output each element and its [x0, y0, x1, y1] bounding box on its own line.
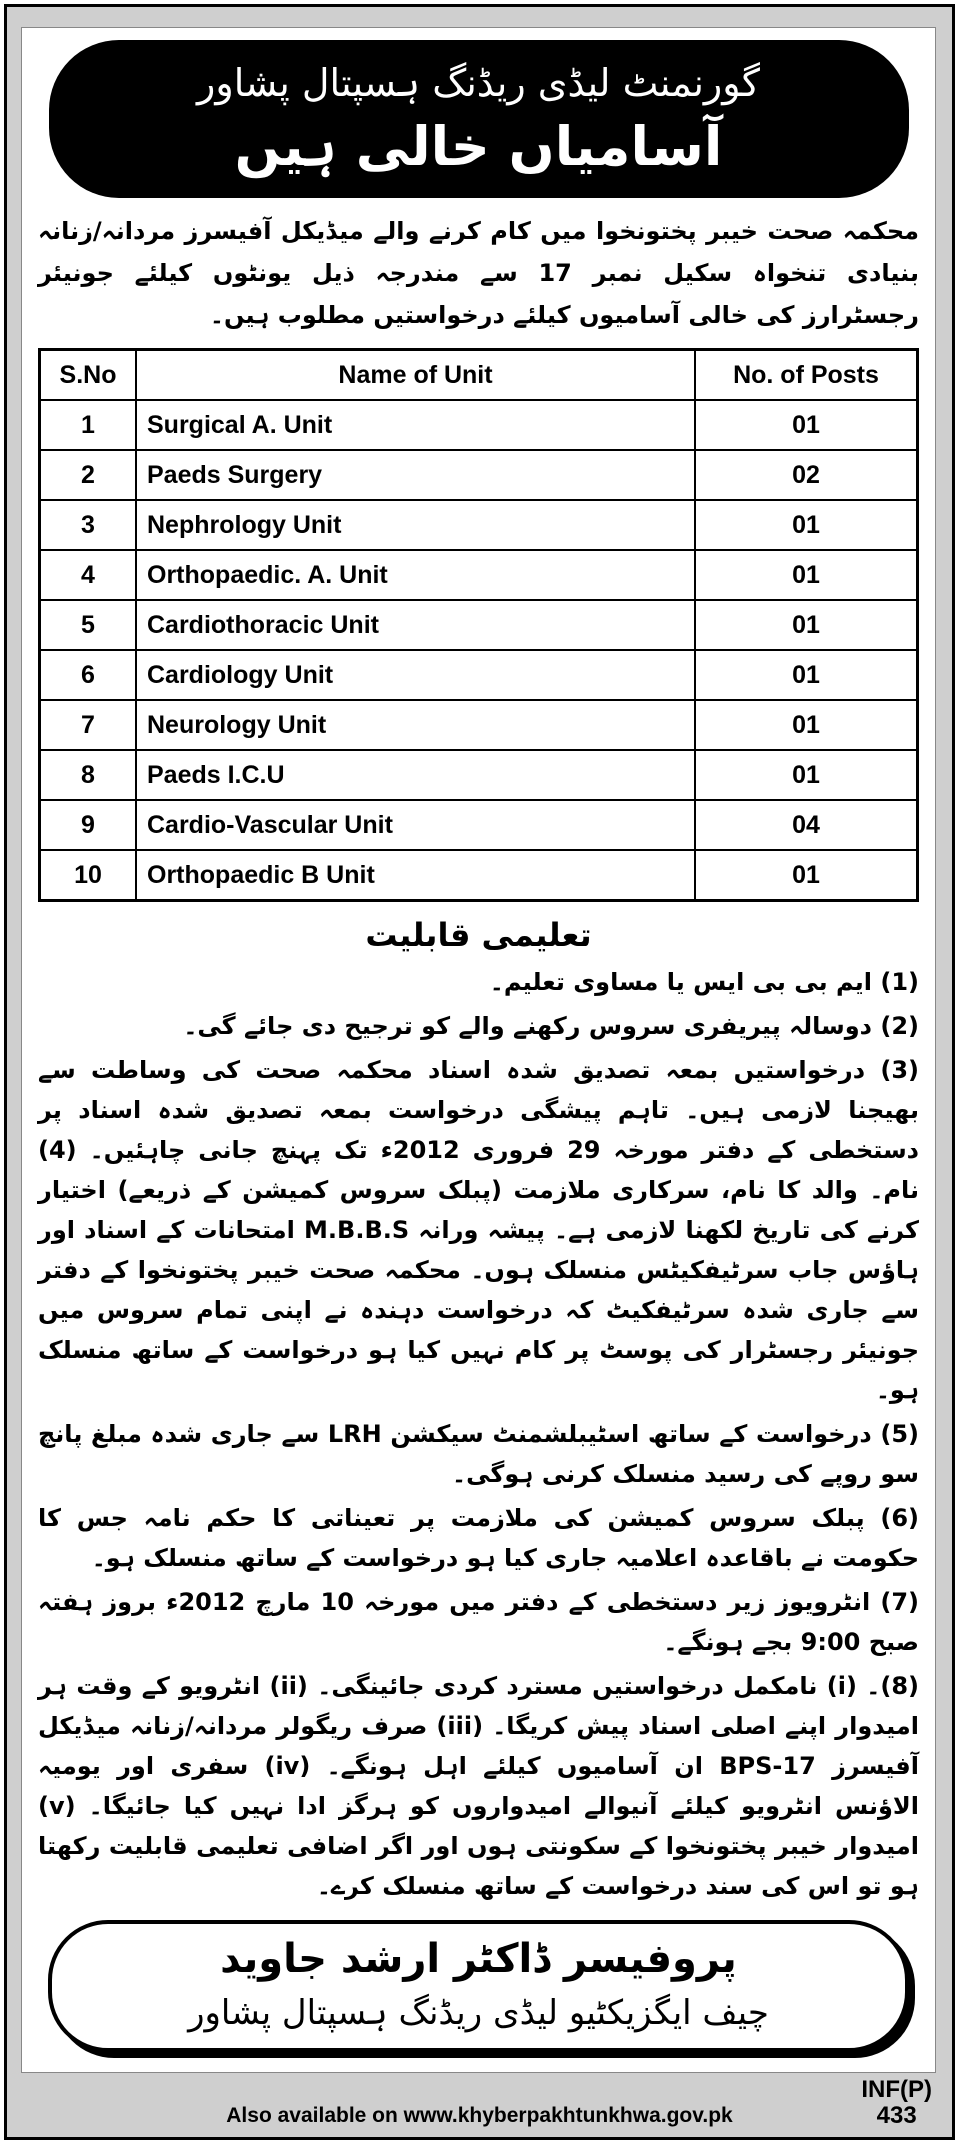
cell-posts: 01 — [695, 850, 917, 900]
cell-unit: Orthopaedic. A. Unit — [136, 550, 695, 600]
requirement-item: (8)۔ (i) نامکمل درخواستیں مسترد کردی جائینگی۔ (ii) انٹرویو کے وقت ہر امیدوار اپنے اصلی اسناد پیش کریگا۔ (iii) صرف ریگولر مردانہ/زنانہ میڈیکل آفیسرز BPS-17 ان آسامیوں کیلئے اہل ہونگے۔ (iv) سفری اور یومیہ الاؤنس انٹرویو کیلئے آنیوالے امیدواروں کو ہرگز ادا نہیں کیا جائیگا۔ (v) امیدوار خیبر پختونخوا کے سکونتی ہوں اور اگر اضافی تعلیمی قابلیت رکھتا ہو تو اس کی سند درخواست کے ساتھ منسلک کرے۔ — [38, 1672, 920, 1900]
table-row — [40, 700, 917, 750]
requirement-item: (1) ایم بی بی ایس یا مساوی تعلیم۔ — [489, 968, 919, 996]
signature-box — [48, 1920, 909, 2052]
cell-posts: 01 — [695, 650, 917, 700]
table-row — [40, 850, 917, 900]
cell-sno: 1 — [40, 400, 136, 450]
signatory-name: پروفیسر ڈاکٹر ارشد جاوید — [220, 1936, 737, 1982]
cell-posts: 04 — [695, 800, 917, 850]
table-row — [40, 550, 917, 600]
organization-name: گورنمنٹ لیڈی ریڈنگ ہسپتال پشاور — [197, 61, 760, 105]
column-header-unit: Name of Unit — [136, 350, 695, 400]
cell-sno: 2 — [40, 450, 136, 500]
cell-unit: Cardiothoracic Unit — [136, 600, 695, 650]
table-header-row — [40, 350, 917, 400]
inf-code-number: 433 — [876, 2102, 917, 2129]
cell-posts: 02 — [695, 450, 917, 500]
page-title: آسامیاں خالی ہیں — [234, 115, 723, 178]
advertisement-frame — [4, 4, 955, 2140]
cell-posts: 01 — [695, 600, 917, 650]
cell-sno: 6 — [40, 650, 136, 700]
table-row — [40, 650, 917, 700]
cell-sno: 5 — [40, 600, 136, 650]
requirement-item: (2) دوسالہ پیریفری سروس رکھنے والے کو ترجیح دی جائے گی۔ — [183, 1012, 919, 1040]
table-row — [40, 800, 917, 850]
footer-website: Also available on www.khyberpakhtunkhwa.gov.pk — [226, 2104, 733, 2127]
cell-sno: 9 — [40, 800, 136, 850]
column-header-sno: S.No — [40, 350, 136, 400]
cell-unit: Orthopaedic B Unit — [136, 850, 695, 900]
cell-sno: 4 — [40, 550, 136, 600]
cell-posts: 01 — [695, 400, 917, 450]
table-row — [40, 500, 917, 550]
cell-sno: 8 — [40, 750, 136, 800]
column-header-posts: No. of Posts — [695, 350, 917, 400]
cell-unit: Cardiology Unit — [136, 650, 695, 700]
cell-posts: 01 — [695, 700, 917, 750]
qualification-heading: تعلیمی قابلیت — [365, 916, 592, 954]
cell-sno: 3 — [40, 500, 136, 550]
requirement-item: (6) پبلک سروس کمیشن کی ملازمت پر تعیناتی کا حکم نامہ جس کا حکومت نے باقاعدہ اعلامیہ جاری کیا ہو درخواست کے ساتھ منسلک ہو۔ — [38, 1504, 919, 1572]
cell-unit: Neurology Unit — [136, 700, 695, 750]
cell-sno: 10 — [40, 850, 136, 900]
cell-unit: Paeds I.C.U — [136, 750, 695, 800]
cell-unit: Cardio-Vascular Unit — [136, 800, 695, 850]
header-banner — [49, 40, 909, 198]
cell-posts: 01 — [695, 500, 917, 550]
table-row — [40, 400, 917, 450]
requirement-item: (3) درخواستیں بمعہ تصدیق شدہ اسناد محکمہ صحت کی وساطت سے بھیجنا لازمی ہیں۔ تاہم پیشگی درخواست بمعہ تصدیق شدہ اسناد پر دستخطی کے دفتر مورخہ 29 فروری 2012ء تک پہنچ جانی چاہئیں۔ (4) نام۔ والد کا نام، سرکاری ملازمت (پبلک سروس کمیشن کے ذریعے) اختیار کرنے کی تاریخ لکھنا لازمی ہے۔ پیشہ ورانہ M.B.B.S امتحانات کے اسناد اور ہاؤس جاب سرٹیفکیٹس منسلک ہوں۔ محکمہ صحت خیبر پختونخوا کے دفتر سے جاری شدہ سرٹیفکیٹ کہ درخواست دہندہ نے اپنی تمام سروس میں جونیئر رجسٹرار کی پوسٹ پر کام نہیں کیا ہو درخواست کے ساتھ منسلک ہو۔ — [38, 1056, 920, 1404]
cell-unit: Paeds Surgery — [136, 450, 695, 500]
table-row — [40, 450, 917, 500]
cell-sno: 7 — [40, 700, 136, 750]
footer-bar — [21, 2073, 938, 2133]
requirement-item: (5) درخواست کے ساتھ اسٹیبلشمنٹ سیکشن LRH سے جاری شدہ مبلغ پانچ سو روپے کی رسید منسلک کرنی ہوگی۔ — [38, 1420, 919, 1488]
inf-code — [861, 2077, 932, 2129]
vacancy-table — [38, 348, 919, 902]
table-row — [40, 750, 917, 800]
requirement-item: (7) انٹرویوز زیر دستخطی کے دفتر میں مورخہ 10 مارچ 2012ء بروز ہفتہ صبح 9:00 بجے ہونگے۔ — [38, 1588, 919, 1656]
requirements-list — [38, 962, 919, 1906]
signatory-designation: چیف ایگزیکٹیو لیڈی ریڈنگ ہسپتال پشاور — [188, 1993, 769, 2033]
cell-unit: Surgical A. Unit — [136, 400, 695, 450]
cell-posts: 01 — [695, 750, 917, 800]
inf-code-label: INF(P) — [861, 2076, 932, 2103]
cell-unit: Nephrology Unit — [136, 500, 695, 550]
table-row — [40, 600, 917, 650]
cell-posts: 01 — [695, 550, 917, 600]
intro-paragraph: محکمہ صحت خیبر پختونخوا میں کام کرنے والے میڈیکل آفیسرز مردانہ/زنانہ بنیادی تنخواہ سکیل نمبر 17 سے مندرجہ ذیل یونٹوں کیلئے جونیئر رجسٹرارز کی خالی آسامیوں کیلئے درخواستیں مطلوب ہیں۔ — [38, 217, 919, 329]
advertisement-panel — [21, 27, 936, 2073]
